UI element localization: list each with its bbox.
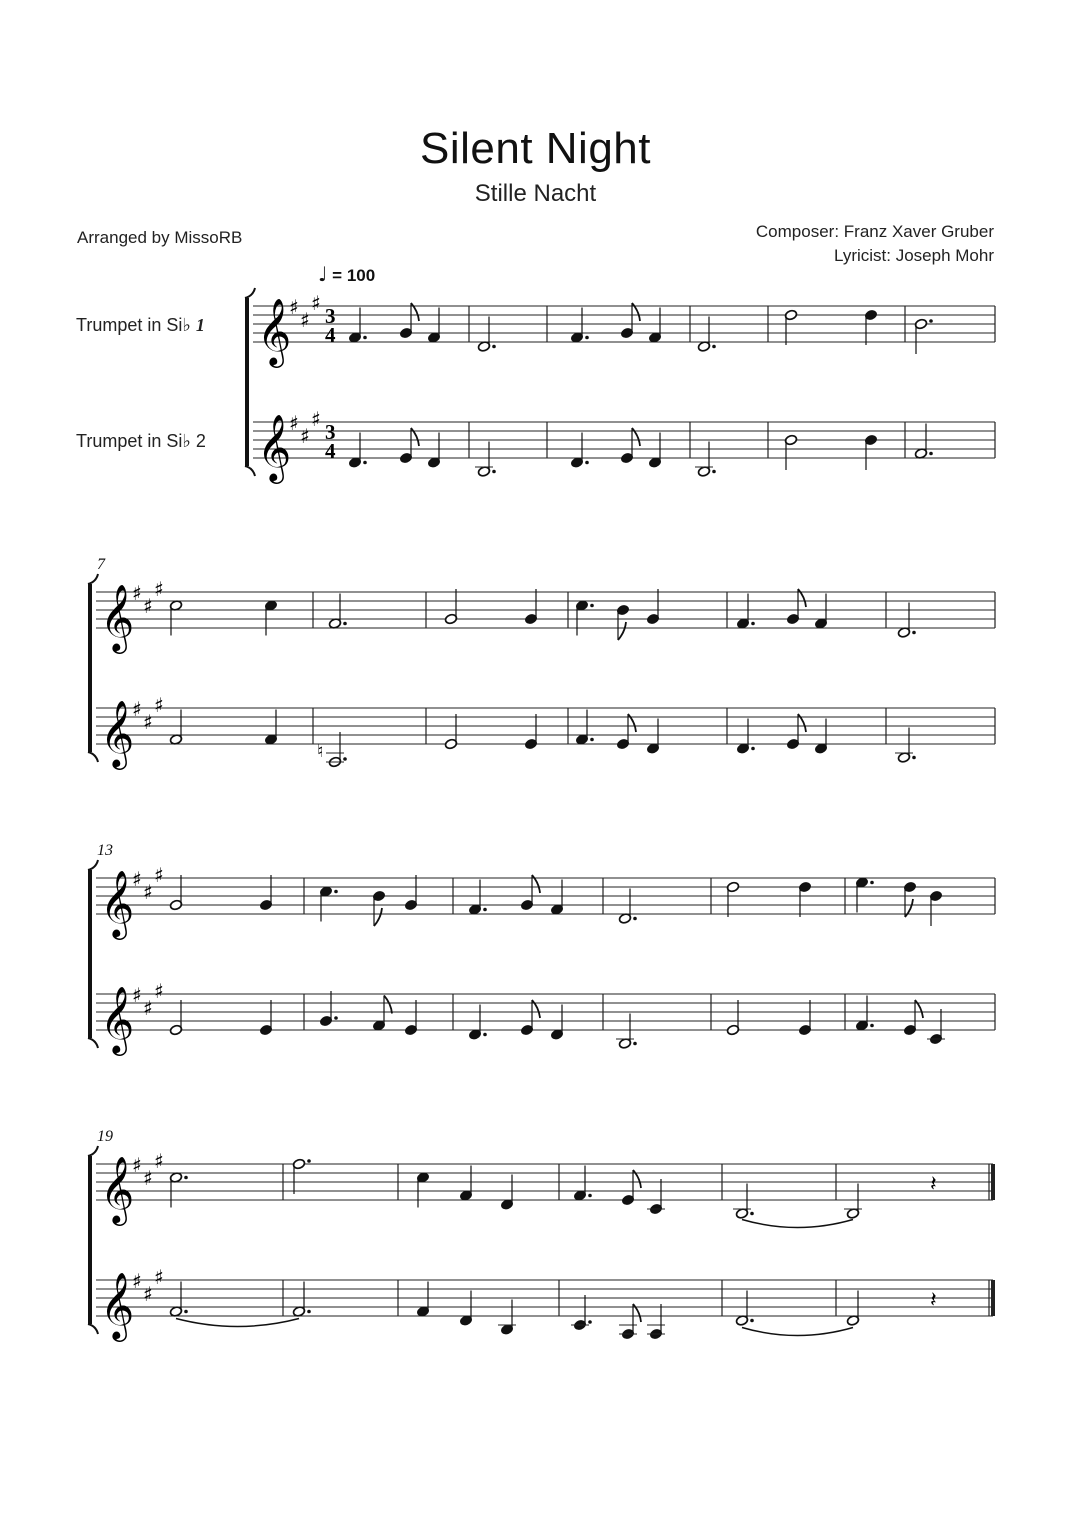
sharp-icon: ♯ — [132, 697, 142, 721]
bracket-hook — [245, 466, 255, 476]
dot — [492, 345, 496, 349]
tie — [176, 1319, 299, 1327]
dot — [184, 1310, 188, 1314]
dot — [633, 1042, 637, 1046]
dot — [588, 1194, 592, 1198]
dot — [307, 1310, 311, 1314]
bracket-hook — [88, 1324, 98, 1334]
dot — [590, 604, 594, 608]
dot — [712, 345, 716, 349]
score-title: Silent Night — [419, 124, 651, 173]
treble-clef-icon: 𝄞 — [100, 985, 135, 1053]
dot — [712, 470, 716, 474]
time-signature-top: 3 — [325, 420, 336, 444]
dot — [184, 1176, 188, 1180]
sharp-icon: ♯ — [132, 1269, 142, 1293]
bracket-hook — [88, 574, 98, 584]
time-signature-bottom: 4 — [325, 439, 336, 463]
treble-clef-icon: 𝄞 — [257, 413, 292, 481]
sharp-icon: ♯ — [143, 880, 153, 904]
treble-clef-icon: 𝄞 — [257, 297, 292, 365]
sharp-icon: ♯ — [311, 407, 321, 431]
dot — [870, 881, 874, 885]
bracket-hook — [88, 752, 98, 762]
sharp-icon: ♯ — [154, 1149, 164, 1173]
note-flag — [384, 996, 392, 1014]
sharp-icon: ♯ — [154, 1265, 164, 1289]
bracket-hook — [88, 860, 98, 870]
dot — [590, 738, 594, 742]
time-signature-top: 3 — [325, 304, 336, 328]
dot — [929, 319, 933, 323]
dot — [585, 461, 589, 465]
sharp-icon: ♯ — [300, 424, 310, 448]
sharp-icon: ♯ — [289, 411, 299, 435]
sharp-icon: ♯ — [143, 996, 153, 1020]
score-subtitle: Stille Nacht — [474, 180, 597, 207]
sharp-icon: ♯ — [154, 863, 164, 887]
sharp-icon: ♯ — [154, 979, 164, 1003]
note-flag — [374, 908, 382, 926]
dot — [585, 336, 589, 340]
dot — [363, 336, 367, 340]
dot — [343, 757, 347, 761]
dot — [751, 622, 755, 626]
treble-clef-icon: 𝄞 — [100, 583, 135, 651]
dot — [870, 1024, 874, 1028]
dot — [912, 631, 916, 635]
treble-clef-icon: 𝄞 — [100, 699, 135, 767]
arranger-credit: Arranged by MissoRB — [77, 228, 243, 247]
dot — [363, 461, 367, 465]
dot — [750, 1319, 754, 1323]
quarter-note-icon: ♩ — [318, 262, 328, 286]
tie — [742, 1328, 853, 1336]
dot — [334, 890, 338, 894]
lyricist-credit: Lyricist: Joseph Mohr — [834, 246, 994, 265]
time-signature-bottom: 4 — [325, 323, 336, 347]
dot — [751, 747, 755, 751]
sharp-icon: ♯ — [154, 577, 164, 601]
instrument-name: Trumpet in Si♭ — [76, 315, 191, 335]
dot — [633, 917, 637, 921]
quarter-rest-icon: 𝄽 — [930, 1172, 937, 1197]
dot — [483, 908, 487, 912]
sharp-icon: ♯ — [132, 1153, 142, 1177]
dot — [588, 1320, 592, 1324]
treble-clef-icon: 𝄞 — [100, 1271, 135, 1339]
composer-credit: Composer: Franz Xaver Gruber — [755, 222, 994, 241]
dot — [483, 1033, 487, 1037]
instrument-number: 1 — [195, 315, 205, 335]
sharp-icon: ♯ — [311, 291, 321, 315]
bracket-hook — [88, 1146, 98, 1156]
dot — [912, 756, 916, 760]
dot — [492, 470, 496, 474]
sharp-icon: ♯ — [289, 295, 299, 319]
sharp-icon: ♯ — [132, 983, 142, 1007]
instrument-number: 2 — [195, 431, 206, 451]
sharp-icon: ♯ — [143, 594, 153, 618]
note-flag — [618, 622, 626, 640]
bracket-hook — [245, 288, 255, 298]
treble-clef-icon: 𝄞 — [100, 1155, 135, 1223]
sharp-icon: ♯ — [132, 581, 142, 605]
sharp-icon: ♯ — [300, 308, 310, 332]
sharp-icon: ♯ — [132, 867, 142, 891]
sharp-icon: ♯ — [143, 1282, 153, 1306]
treble-clef-icon: 𝄞 — [100, 869, 135, 937]
natural-icon: ♮ — [317, 741, 324, 762]
dot — [334, 1016, 338, 1020]
tempo-value: = 100 — [332, 266, 376, 285]
sharp-icon: ♯ — [143, 1166, 153, 1190]
measure-number: 13 — [97, 842, 113, 859]
dot — [929, 452, 933, 456]
bracket-hook — [88, 1038, 98, 1048]
sharp-icon: ♯ — [143, 710, 153, 734]
tie — [742, 1220, 853, 1228]
dot — [307, 1159, 311, 1163]
instrument-name: Trumpet in Si♭ — [76, 431, 191, 451]
quarter-rest-icon: 𝄽 — [930, 1288, 937, 1313]
dot — [343, 622, 347, 626]
measure-number: 7 — [97, 556, 105, 573]
sharp-icon: ♯ — [154, 693, 164, 717]
dot — [750, 1212, 754, 1216]
measure-number: 19 — [97, 1128, 113, 1145]
